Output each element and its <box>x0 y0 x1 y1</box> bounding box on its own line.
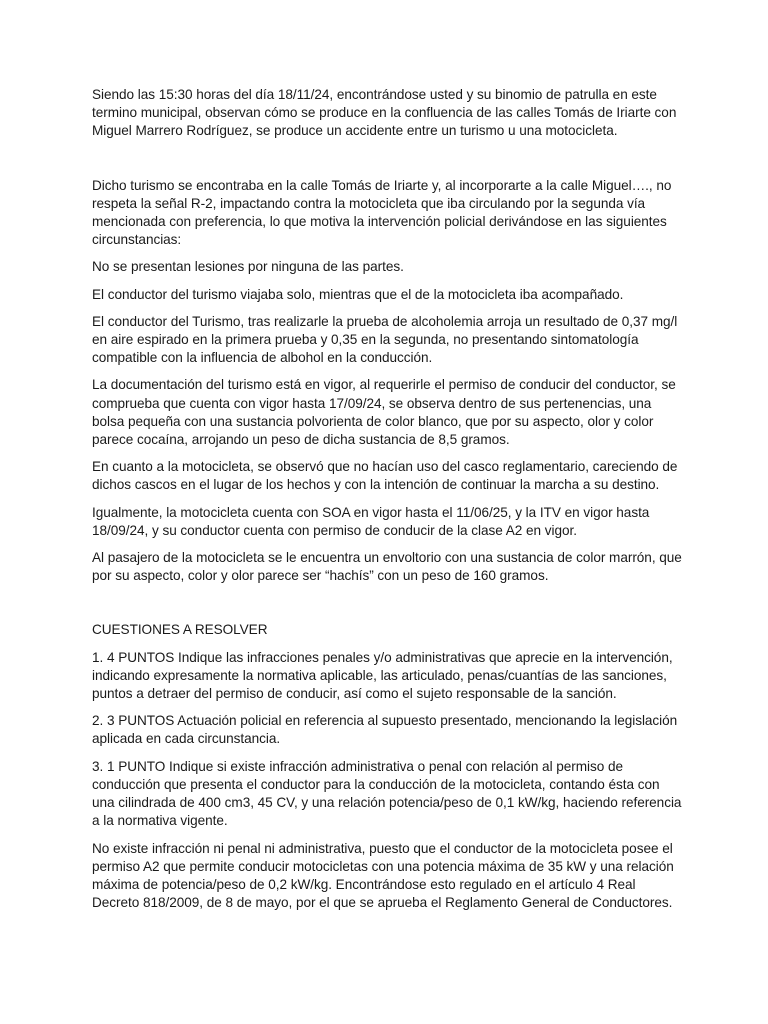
section-heading-questions: CUESTIONES A RESOLVER <box>92 622 268 638</box>
document-page <box>92 86 682 912</box>
paragraph-passenger: Al pasajero de la motocicleta se le encuentra un envoltorio con una sustancia de color marrón, que por su aspecto, color y olor parece ser “hachís” con un peso de 160 gramos. <box>92 550 682 584</box>
paragraph-alcohol-test: El conductor del Turismo, tras realizarle la prueba de alcoholemia arroja un resultado de 0,37 mg/l en aire espirado en la primera prueba y 0,35 en la segunda, no presentando sintomatología compatible con la influencia de albohol en la conducción. <box>92 313 678 366</box>
paragraph-occupants: El conductor del turismo viajaba solo, mientras que el de la motocicleta iba acompañado. <box>92 286 624 302</box>
paragraph-circumstances: Dicho turismo se encontraba en la calle Tomás de Iriarte y, al incorporarte a la calle Miguel…., no respeta la señal R-2, impactando contra la motocicleta que iba circulando por la segunda vía mencionada con preferencia, lo que motiva la intervención policial derivándose en las siguientes circunstancias: <box>92 177 672 248</box>
question-1: 1. 4 PUNTOS Indique las infracciones penales y/o administrativas que aprecie en la intervención, indicando expresamente la normativa aplicable, las articulado, penas/cuantías de las sanciones, puntos a detraer del permiso de conducir, así como el sujeto responsable de la sanción. <box>92 649 673 702</box>
paragraph-intro: Siendo las 15:30 horas del día 18/11/24, encontrándose usted y su binomio de patrulla en este termino municipal, observan cómo se produce en la confluencia de las calles Tomás de Iriarte con Miguel Marrero Rodríguez, se produce un accidente entre un turismo u una motocicleta. <box>92 87 677 139</box>
question-3: 3. 1 PUNTO Indique si existe infracción administrativa o penal con relación al permiso de conducción que presenta el conductor para la conducción de la motocicleta, contando ésta con una cilindrada de 400 cm3, 45 CV, y una relación potencia/peso de 0,1 kW/kg, haciendo referencia a la normativa vigente. <box>92 758 682 829</box>
answer-3: No existe infracción ni penal ni administrativa, puesto que el conductor de la motocicleta posee el permiso A2 que permite conducir motocicletas con una potencia máxima de 35 kW y una relación máxima de potencia/peso de 0,2 kW/kg. Encontrándose esto regulado en el artículo 4 Real Decreto 818/2009, de 8 de mayo, por el que se aprueba el Reglamento General de Conductores. <box>92 840 674 911</box>
question-2: 2. 3 PUNTOS Actuación policial en referencia al supuesto presentado, mencionando la legislación aplicada en cada circunstancia. <box>92 713 678 747</box>
paragraph-motorcycle-documents: Igualmente, la motocicleta cuenta con SOA en vigor hasta el 11/06/25, y la ITV en vigor hasta 18/09/24, y su conductor cuenta con permiso de conducir de la clase A2 en vigor. <box>92 504 650 538</box>
paragraph-helmets: En cuanto a la motocicleta, se observó que no hacían uso del casco reglamentario, careciendo de dichos cascos en el lugar de los hechos y con la intención de continuar la marcha a su destino. <box>92 459 678 493</box>
paragraph-car-documents: La documentación del turismo está en vigor, al requerirle el permiso de conducir del conductor, se comprueba que cuenta con vigor hasta 17/09/24, se observa dentro de sus pertenencias, una bolsa pequeña con una sustancia polvorienta de color blanco, que por su aspecto, olor y color parece cocaína, arrojando un peso de dicha sustancia de 8,5 gramos. <box>92 377 676 448</box>
paragraph-injuries: No se presentan lesiones por ninguna de las partes. <box>92 259 404 275</box>
